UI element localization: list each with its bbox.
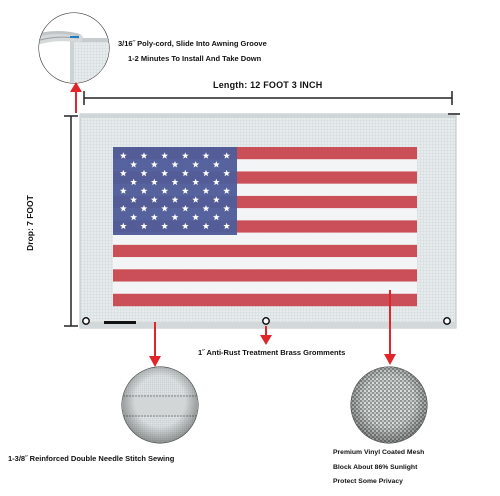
drop-caption: Drop: 7 FOOT xyxy=(25,195,35,251)
american-flag xyxy=(113,147,417,306)
stitch-caption: 1-3/8˝ Reinforced Double Needle Stitch Sewing xyxy=(8,454,175,463)
grommet-caption: 1˝ Anti-Rust Treatment Brass Gromments xyxy=(198,348,346,357)
arrow-icon xyxy=(70,82,82,113)
stitch-zoom-icon xyxy=(120,365,200,445)
mesh-caption-line2: Block About 86% Sunlight xyxy=(333,464,418,471)
poly-cord-zoom-icon xyxy=(39,13,112,88)
red-stripe xyxy=(113,294,417,306)
poly-cord-caption: 3/16˝ Poly-cord, Slide Into Awning Groove xyxy=(118,39,267,48)
length-caption: Length: 12 FOOT 3 INCH xyxy=(213,80,323,90)
drop-dimension-line xyxy=(64,116,78,326)
white-stripe xyxy=(113,257,417,269)
red-stripe xyxy=(113,269,417,281)
white-stripe xyxy=(113,282,417,294)
install-caption: 1-2 Minutes To Install And Take Down xyxy=(128,54,262,63)
mesh-zoom-icon xyxy=(349,365,429,445)
length-dimension-line xyxy=(84,91,452,105)
red-stripe xyxy=(113,245,417,257)
mesh-caption-line1: Premium Vinyl Coated Mesh xyxy=(333,449,425,456)
mesh-caption-line3: Protect Some Privacy xyxy=(333,478,403,485)
